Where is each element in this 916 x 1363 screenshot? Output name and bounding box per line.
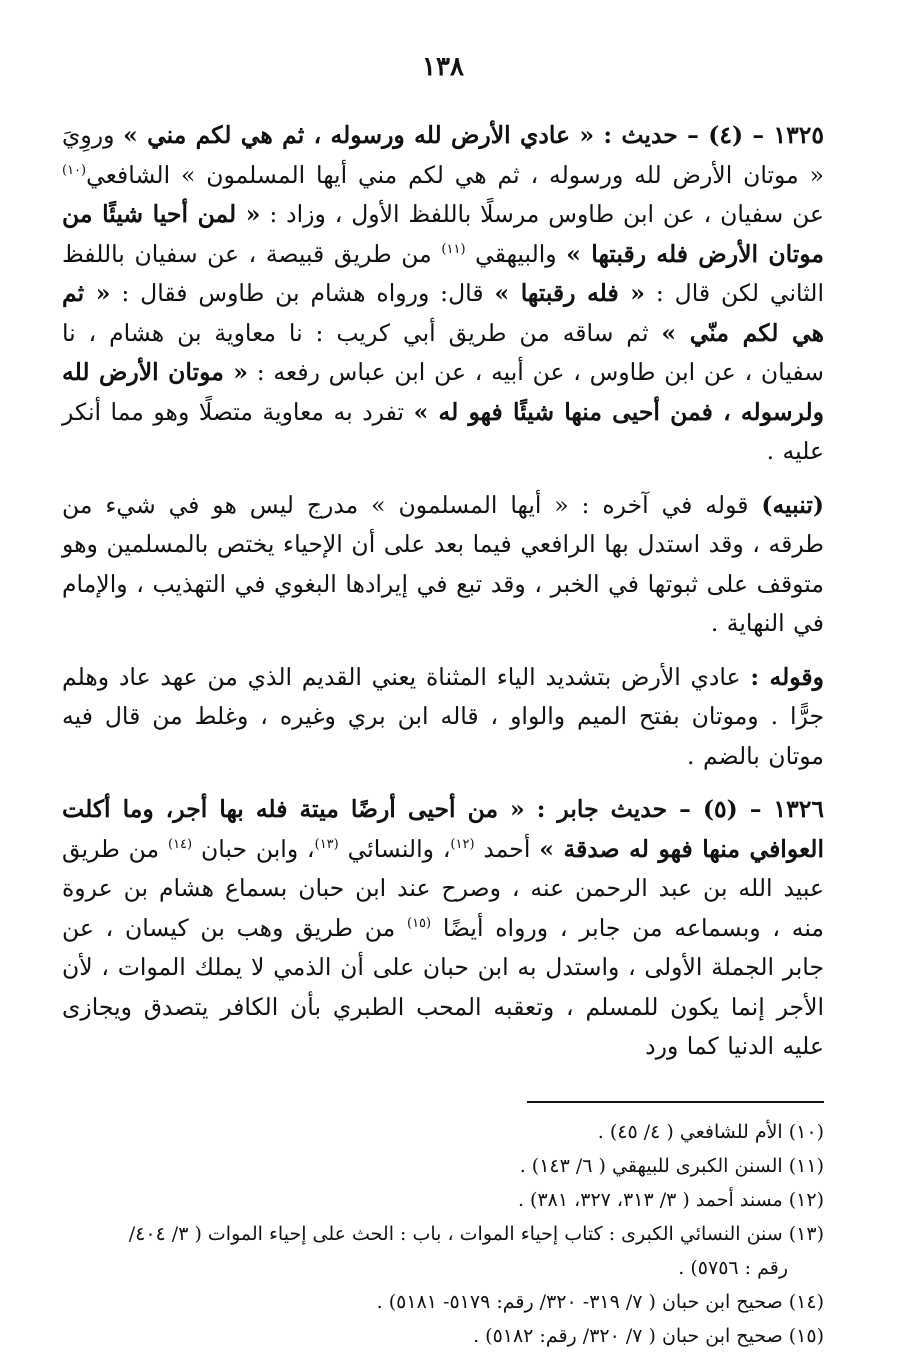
footnote-12: (١٢) مسند أحمد ( ٣/ ٣١٣، ٣٢٧، ٣٨١) . xyxy=(517,1188,824,1211)
footnote-15: (١٥) صحيح ابن حبان ( ٧/ ٣٢٠/ رقم: ٥١٨٢) . xyxy=(473,1324,824,1347)
footnote-ref-14[interactable]: (١٤) xyxy=(168,836,193,852)
quoted-hadith-text: « ثم هي لكم منّي » xyxy=(62,279,824,347)
hadith-1326-heading: ١٣٢٦ – (٥) – حديث جابر : « من أحيى أرضًا ميتة فله بها أجر، وما أكلت العوافي منها فهو له صدقة » xyxy=(62,795,825,863)
text-segment: والبيهقي xyxy=(465,239,567,268)
quoted-hadith-text: « فله رقبتها » xyxy=(494,279,645,307)
footnote-13-continuation: رقم : ٥٧٥٦) . xyxy=(678,1256,788,1279)
footnotes-list xyxy=(62,1115,824,1353)
quoted-hadith-text: « لمن أحيا شيئًا من موتان الأرض فله رقبتها » xyxy=(62,200,825,268)
footnote-ref-12[interactable]: (١٢) xyxy=(450,836,475,852)
hadith-1325-paragraph xyxy=(62,116,824,472)
footnote-ref-15[interactable]: (١٥) xyxy=(406,915,432,931)
footnote-14: (١٤) صحيح ابن حبان ( ٧/ ٣١٩- ٣٢٠/ رقم: ٥١٧٩- ٥١٨١) . xyxy=(376,1290,824,1313)
text-segment: قال: ورواه هشام بن طاوس فقال : xyxy=(110,279,495,307)
text-segment: من طريق وهب بن كيسان ، عن جابر الجملة الأولى ، واستدل به ابن حبان على أن الذمي لا يملك الموات ، لأن الأجر إنما يكون للمسلم ، وتعقبه المحب الطبري بأن الكافر يتصدق ويجازى عليه الدنيا كما ورد xyxy=(62,913,824,1060)
text-segment: قوله في آخره : « أيها المسلمون » مدرج ليس هو في شيء من طرقه ، وقد استدل بها الرافعي فيما بعد على أن الإحياء يختص بالمسلمين وهو متوقف على ثبوتها في الخبر ، وقد تبع في إيرادها البغوي في التهذيب ، والإمام في النهاية . xyxy=(62,490,824,637)
text-segment: ، والنسائي xyxy=(338,834,451,863)
text-segment: من طريق قبيصة ، عن سفيان باللفظ الثاني لكن قال : xyxy=(62,239,824,307)
hadith-1326-paragraph xyxy=(62,790,824,1067)
explanation-label: وقوله : xyxy=(750,662,825,691)
note-label: (تنبيه) xyxy=(761,490,824,519)
text-segment: الشافعي xyxy=(86,160,171,189)
footnote-10: (١٠) الأم للشافعي ( ٤/ ٤٥) . xyxy=(597,1120,824,1143)
text-segment: ثم ساقه من طريق أبي كريب : نا معاوية بن هشام ، نا سفيان ، عن ابن طاوس ، عن أبيه ، عن ابن عباس رفعه : xyxy=(62,318,824,386)
footnote-ref-11[interactable]: (١١) xyxy=(441,241,466,257)
explanation-paragraph xyxy=(62,658,824,777)
text-segment: من طريق عبيد الله بن عبد الرحمن عنه ، وصرح عند ابن حبان بسماع هشام بن عروة منه ، وبسماعه من جابر ، ورواه أيضًا xyxy=(62,834,824,942)
note-paragraph xyxy=(62,486,824,644)
text-segment: تفرد به معاوية متصلًا وهو مما أنكر عليه . xyxy=(62,397,824,465)
text-segment: أحمد xyxy=(474,834,540,863)
quoted-hadith-text: « موتان الأرض لله ولرسوله ، فمن أحيى منها شيئًا فهو له » xyxy=(62,358,825,426)
hadith-1325-heading: ١٣٢٥ – (٤) – حديث : « عادي الأرض لله ورسوله ، ثم هي لكم مني » xyxy=(123,121,824,149)
text-segment: ، وابن حبان xyxy=(192,834,315,863)
text-segment: عن سفيان ، عن ابن طاوس مرسلًا باللفظ الأول ، وزاد : xyxy=(260,200,825,228)
footnote-divider xyxy=(527,1101,824,1103)
footnote-11: (١١) السنن الكبرى للبيهقي ( ٦/ ١٤٣) . xyxy=(519,1154,824,1177)
footnote-13: (١٣) سنن النسائي الكبرى : كتاب إحياء الموات ، باب : الحث على إحياء الموات ( ٣/ ٤٠٤/ xyxy=(128,1222,824,1245)
page-number: ١٣٨ xyxy=(422,52,464,82)
text-segment: وروِيَ « موتان الأرض لله ورسوله ، ثم هي لكم مني أيها المسلمون » xyxy=(62,121,824,189)
footnote-ref-10[interactable]: (١٠) xyxy=(62,162,87,178)
footnote-ref-13[interactable]: (١٣) xyxy=(314,836,339,852)
text-segment: عادي الأرض بتشديد الياء المثناة يعني القديم الذي من عهد عاد وهلم جرًّا . وموتان بفتح الميم والواو ، قاله ابن بري وغيره ، وغلط من قال فيه موتان بالضم . xyxy=(62,662,824,770)
